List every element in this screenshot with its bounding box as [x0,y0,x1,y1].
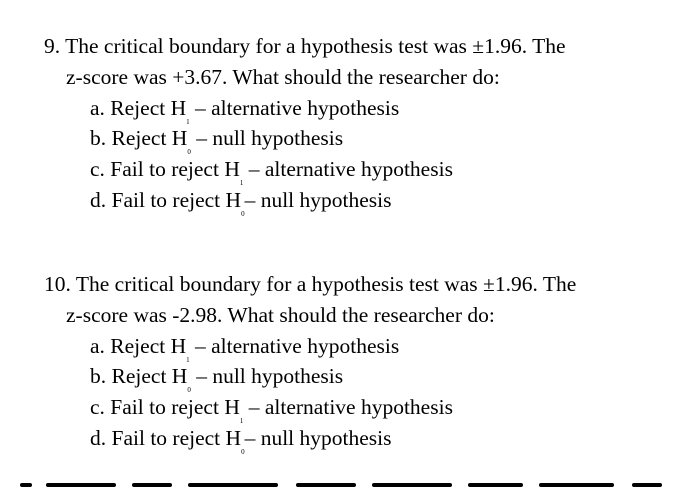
question-9 [0,31,692,216]
option-d: d. Fail to reject $H_0-$ null hypothesis [90,187,392,218]
question-stem-continued: z-score was -2.98. What should the researcher do: [66,302,495,327]
option-a: a. Reject $H_1$ – alternative hypothesis [90,95,400,126]
question-stem: 9. The critical boundary for a hypothesis test was ±1.96. The [44,34,566,58]
option-d: d. Fail to reject $H_0-$ null hypothesis [90,425,392,456]
question-stem-continued: z-score was +3.67. What should the researcher do: [66,64,500,89]
option-b: b. Reject $H_0$ – null hypothesis [90,364,344,395]
option-b: b. Reject $H_0$ – null hypothesis [90,126,344,157]
question-stem: 10. The critical boundary for a hypothesis test was ±1.96. The [44,272,577,296]
option-a: a. Reject $H_1$ – alternative hypothesis [90,333,400,364]
question-10 [0,269,692,454]
option-c: c. Fail to reject $H_1$ – alternative hypothesis [90,395,453,426]
cut-off-text-line [20,474,680,494]
option-c: c. Fail to reject $H_1$ – alternative hypothesis [90,157,453,188]
